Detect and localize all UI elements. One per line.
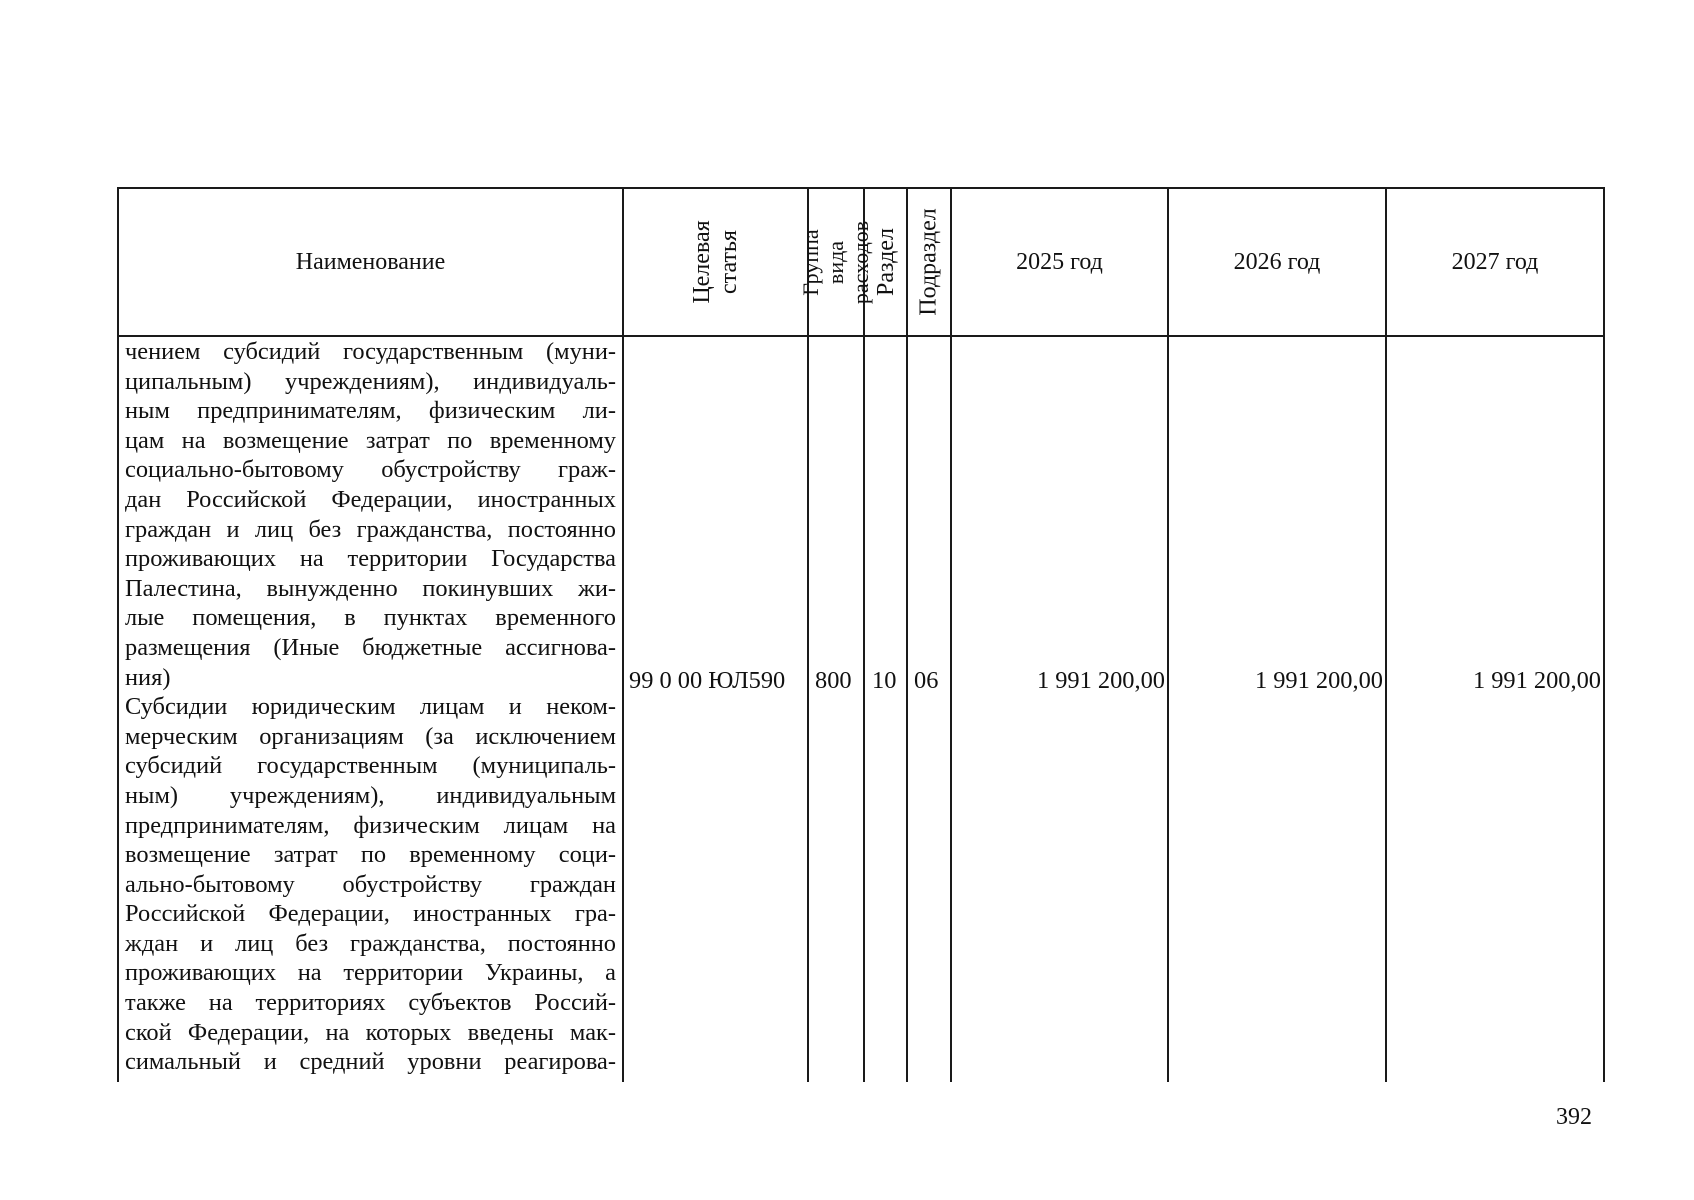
header-section-text: Раздел [872,228,899,296]
cell-expense-group: 800 [815,667,852,694]
description-line: Субсидии юридическим лицам и неком- [125,693,616,721]
header-expense-group-text: Группа вида расходов [798,220,874,304]
cell-target-article: 99 0 00 ЮЛ590 [629,667,786,694]
cell-subsection: 06 [914,667,939,694]
description-line: лые помещения, в пунктах временного [125,604,616,632]
header-target-article-text: Целевая статья [688,220,742,304]
description-line: Палестина, вынужденно покинувших жи- [125,574,616,602]
description-line: ской Федерации, на которых введены мак- [125,1018,616,1046]
description-line: мерческим организациям (за исключением [125,722,616,750]
budget-table [117,187,1605,1082]
header-subsection-text: Подраздел [916,208,943,316]
header-2027-text: 2027 год [1451,249,1539,275]
header-section [865,189,906,335]
description-line: проживающих на территории Украины, а [125,959,616,987]
description-line: предпринимателям, физическим лицам на [125,811,616,839]
header-subsection [908,189,950,335]
description-line: социально-бытовому обустройству граж- [125,456,616,484]
header-2027 [1387,189,1603,335]
page-number: 392 [1556,1104,1592,1130]
description-line: Российской Федерации, иностранных гра- [125,900,616,928]
description-line: симальный и средний уровни реагирова- [125,1048,616,1076]
header-2026 [1169,189,1385,335]
header-target-article [624,189,807,335]
header-expense-group [798,189,874,335]
description-line: размещения (Иные бюджетные ассигнова- [125,633,616,661]
description-line: ципальным) учреждениям), индивидуаль- [125,367,616,395]
cell-amount-2025: 1 991 200,00 [1036,667,1165,694]
description-line: граждан и лиц без гражданства, постоянно [125,515,616,543]
cell-section: 10 [872,667,897,694]
header-2025-text: 2025 год [1016,249,1103,275]
description-line: ально-бытовому обустройству граждан [125,870,616,898]
description-line: цам на возмещение затрат по временному [125,426,616,454]
description-line: ным предпринимателям, физическим ли- [125,397,616,425]
description-line: дан Российской Федерации, иностранных [125,485,616,513]
row-description [125,337,616,1077]
cell-amount-2027: 1 991 200,00 [1472,667,1601,694]
header-name [119,189,622,335]
cell-amount-2026: 1 991 200,00 [1254,667,1383,694]
description-line: проживающих на территории Государства [125,545,616,573]
description-line: возмещение затрат по временному соци- [125,841,616,869]
description-line: чением субсидий государственным (муни- [125,338,616,365]
table-right-border [1603,187,1605,1082]
header-2025 [952,189,1167,335]
description-line: ждан и лиц без гражданства, постоянно [125,929,616,957]
description-line: ным) учреждениям), индивидуальным [125,781,616,809]
description-line: также на территориях субъектов Россий- [125,989,616,1017]
header-2026-text: 2026 год [1233,249,1321,275]
header-name-text: Наименование [295,249,446,275]
description-line: субсидий государственным (муниципаль- [125,752,616,780]
description-line: ния) [125,663,171,691]
